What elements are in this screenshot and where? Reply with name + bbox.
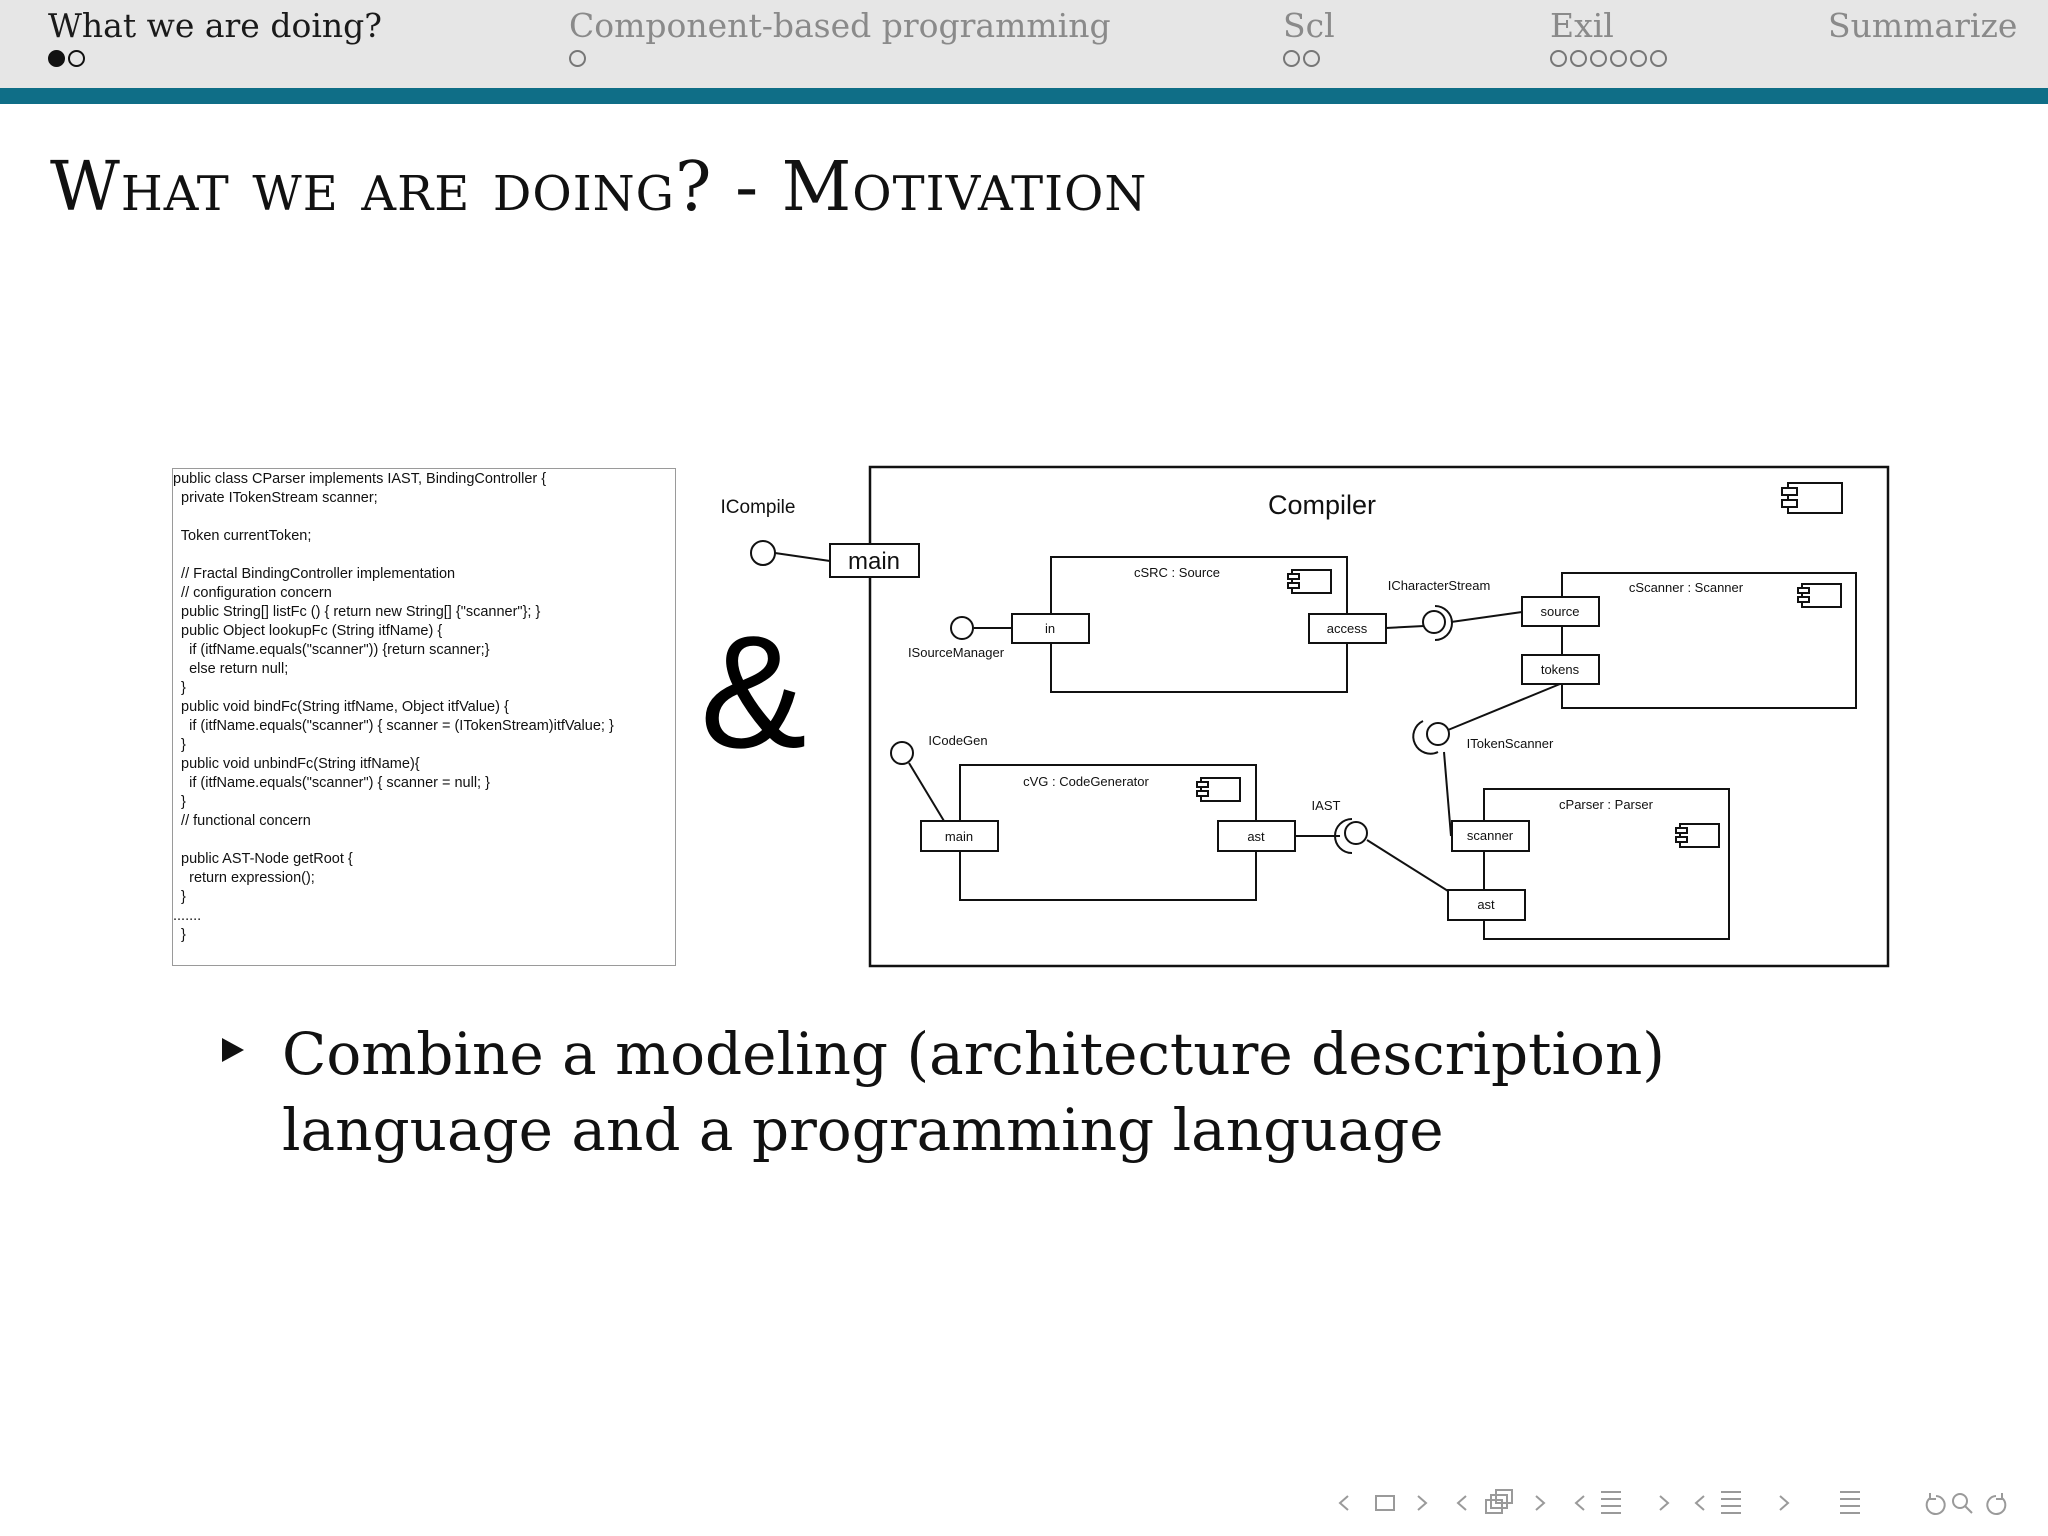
icompile-interface: [751, 541, 775, 565]
bullet-text: Combine a modeling (architecture description) language and a programming language: [282, 1020, 1665, 1164]
cscanner-source-port-label: source: [1540, 604, 1580, 619]
arrow-left-icon[interactable]: [1696, 1496, 1704, 1510]
nav-section-exil[interactable]: [1550, 6, 1670, 72]
nav-subsection-dots: [48, 50, 382, 72]
cparser-ast-port-label: ast: [1477, 897, 1495, 912]
nav-section-title[interactable]: Scl: [1283, 6, 1335, 45]
component-icon: [1798, 584, 1841, 607]
arrow-right-icon[interactable]: [1418, 1496, 1426, 1510]
code-line: // Fractal BindingController implementation: [173, 566, 456, 582]
subsection-dot[interactable]: [1303, 50, 1320, 67]
code-line: private ITokenStream scanner;: [173, 490, 378, 506]
nav-section-title[interactable]: Component-based programming: [569, 6, 1111, 45]
code-line: // functional concern: [173, 813, 311, 829]
compiler-label: Compiler: [1267, 490, 1377, 520]
forward-icon[interactable]: [1987, 1493, 2005, 1514]
code-line: .......: [173, 908, 202, 924]
cvg-main-port-label: main: [944, 829, 974, 844]
code-line: if (itfName.equals("scanner")) {return scanner;}: [173, 642, 490, 658]
presentation-icon[interactable]: [1721, 1492, 1741, 1513]
code-line: // configuration concern: [173, 585, 332, 601]
subsection-dot[interactable]: [1570, 50, 1587, 67]
frame-title: What we are doing? - Motivation: [50, 148, 1148, 227]
nav-section-what-we-are-doing[interactable]: [48, 6, 382, 72]
code-line: }: [173, 737, 186, 753]
code-line: return expression();: [173, 870, 315, 886]
csrc-access-port-label: access: [1326, 621, 1368, 636]
subsection-dot[interactable]: [1650, 50, 1667, 67]
nav-section-scl[interactable]: [1283, 6, 1335, 72]
subsection-dot[interactable]: [1610, 50, 1627, 67]
code-line: if (itfName.equals("scanner") { scanner = (ITokenStream)itfValue; }: [173, 718, 614, 734]
cparser-label: cParser : Parser: [1559, 797, 1653, 812]
itokenscanner-label: ITokenScanner: [1466, 736, 1554, 751]
code-line: public AST-Node getRoot {: [173, 851, 353, 867]
arrow-left-icon[interactable]: [1340, 1496, 1348, 1510]
code-line: if (itfName.equals("scanner") { scanner = null; }: [173, 775, 490, 791]
arrow-right-icon[interactable]: [1660, 1496, 1668, 1510]
component-icon: [1197, 778, 1240, 801]
subsection-icon[interactable]: [1486, 1490, 1512, 1513]
component-icon: [1288, 570, 1331, 593]
code-line: else return null;: [173, 661, 289, 677]
nav-section-title[interactable]: Exil: [1550, 6, 1614, 45]
icodegen-label: ICodeGen: [928, 733, 988, 748]
compiler-component: [870, 467, 1888, 966]
code-line: }: [173, 889, 186, 905]
iast-lollipop: [1345, 822, 1367, 844]
code-line: public void bindFc(String itfName, Object itfValue) {: [173, 699, 509, 715]
nav-section-summarize[interactable]: [1828, 6, 2017, 46]
subsection-dot[interactable]: [1630, 50, 1647, 67]
subsection-dot[interactable]: [1283, 50, 1300, 67]
cscanner-label: cScanner : Scanner: [1628, 580, 1744, 595]
nav-section-title[interactable]: Summarize: [1828, 6, 2018, 45]
arrow-right-icon[interactable]: [1536, 1496, 1544, 1510]
isourcemanager-label: ISourceManager: [907, 645, 1005, 660]
header-accent-rule: [0, 88, 2048, 104]
section-navigation-bar: [0, 0, 2048, 88]
arrow-left-icon[interactable]: [1458, 1496, 1466, 1510]
back-icon[interactable]: [1927, 1493, 1945, 1514]
icodegen-interface: [891, 742, 913, 764]
subsection-dot[interactable]: [68, 50, 85, 67]
section-icon[interactable]: [1601, 1492, 1621, 1513]
csrc-label: cSRC : Source: [1134, 565, 1220, 580]
csrc-in-port-label: in: [1044, 621, 1056, 636]
search-icon[interactable]: [1953, 1494, 1972, 1513]
code-line: public Object lookupFc (String itfName) {: [173, 623, 443, 639]
component-icon: [1782, 483, 1842, 513]
cscanner-tokens-port-label: tokens: [1540, 662, 1580, 677]
code-line: public class CParser implements IAST, BindingController {: [173, 471, 547, 487]
isourcemanager-interface: [951, 617, 973, 639]
code-line: }: [173, 927, 186, 943]
ampersand: &: [700, 602, 807, 781]
nav-subsection-dots: [1283, 50, 1335, 72]
beamer-navigation-symbols: [1336, 1486, 2036, 1522]
nav-subsection-dots: [1550, 50, 1670, 72]
arrow-right-icon[interactable]: [1780, 1496, 1788, 1510]
component-diagram: [690, 455, 1900, 975]
code-line: public String[] listFc () { return new String[] {"scanner"}; }: [173, 604, 541, 620]
bullet-triangle-icon: [222, 1038, 244, 1062]
nav-subsection-dots: [569, 50, 1111, 72]
appendix-icon[interactable]: [1840, 1492, 1860, 1513]
code-line: }: [173, 680, 186, 696]
iast-label: IAST: [1311, 798, 1341, 813]
frame-icon[interactable]: [1376, 1496, 1394, 1510]
icharacterstream-socket: [1423, 611, 1445, 633]
arrow-left-icon[interactable]: [1576, 1496, 1584, 1510]
cvg-ast-port-label: ast: [1247, 829, 1265, 844]
subsection-dot-current[interactable]: [48, 50, 65, 67]
subsection-dot[interactable]: [1550, 50, 1567, 67]
code-line: public void unbindFc(String itfName){: [173, 756, 420, 772]
nav-section-title[interactable]: What we are doing?: [48, 6, 382, 45]
itokenscanner-lollipop: [1427, 723, 1449, 745]
cvg-label: cVG : CodeGenerator: [1023, 774, 1149, 789]
subsection-dot[interactable]: [569, 50, 586, 67]
code-listing: [172, 468, 676, 966]
compiler-main-port-label: main: [847, 548, 901, 575]
cparser-scanner-port-label: scanner: [1466, 828, 1514, 843]
subsection-dot[interactable]: [1590, 50, 1607, 67]
icompile-label: ICompile: [720, 497, 796, 518]
component-icon: [1676, 824, 1719, 847]
nav-section-component-based-programming[interactable]: [569, 6, 1111, 72]
code-line: Token currentToken;: [173, 528, 312, 544]
icharacterstream-label: ICharacterStream: [1387, 578, 1491, 593]
code-line: }: [173, 794, 186, 810]
